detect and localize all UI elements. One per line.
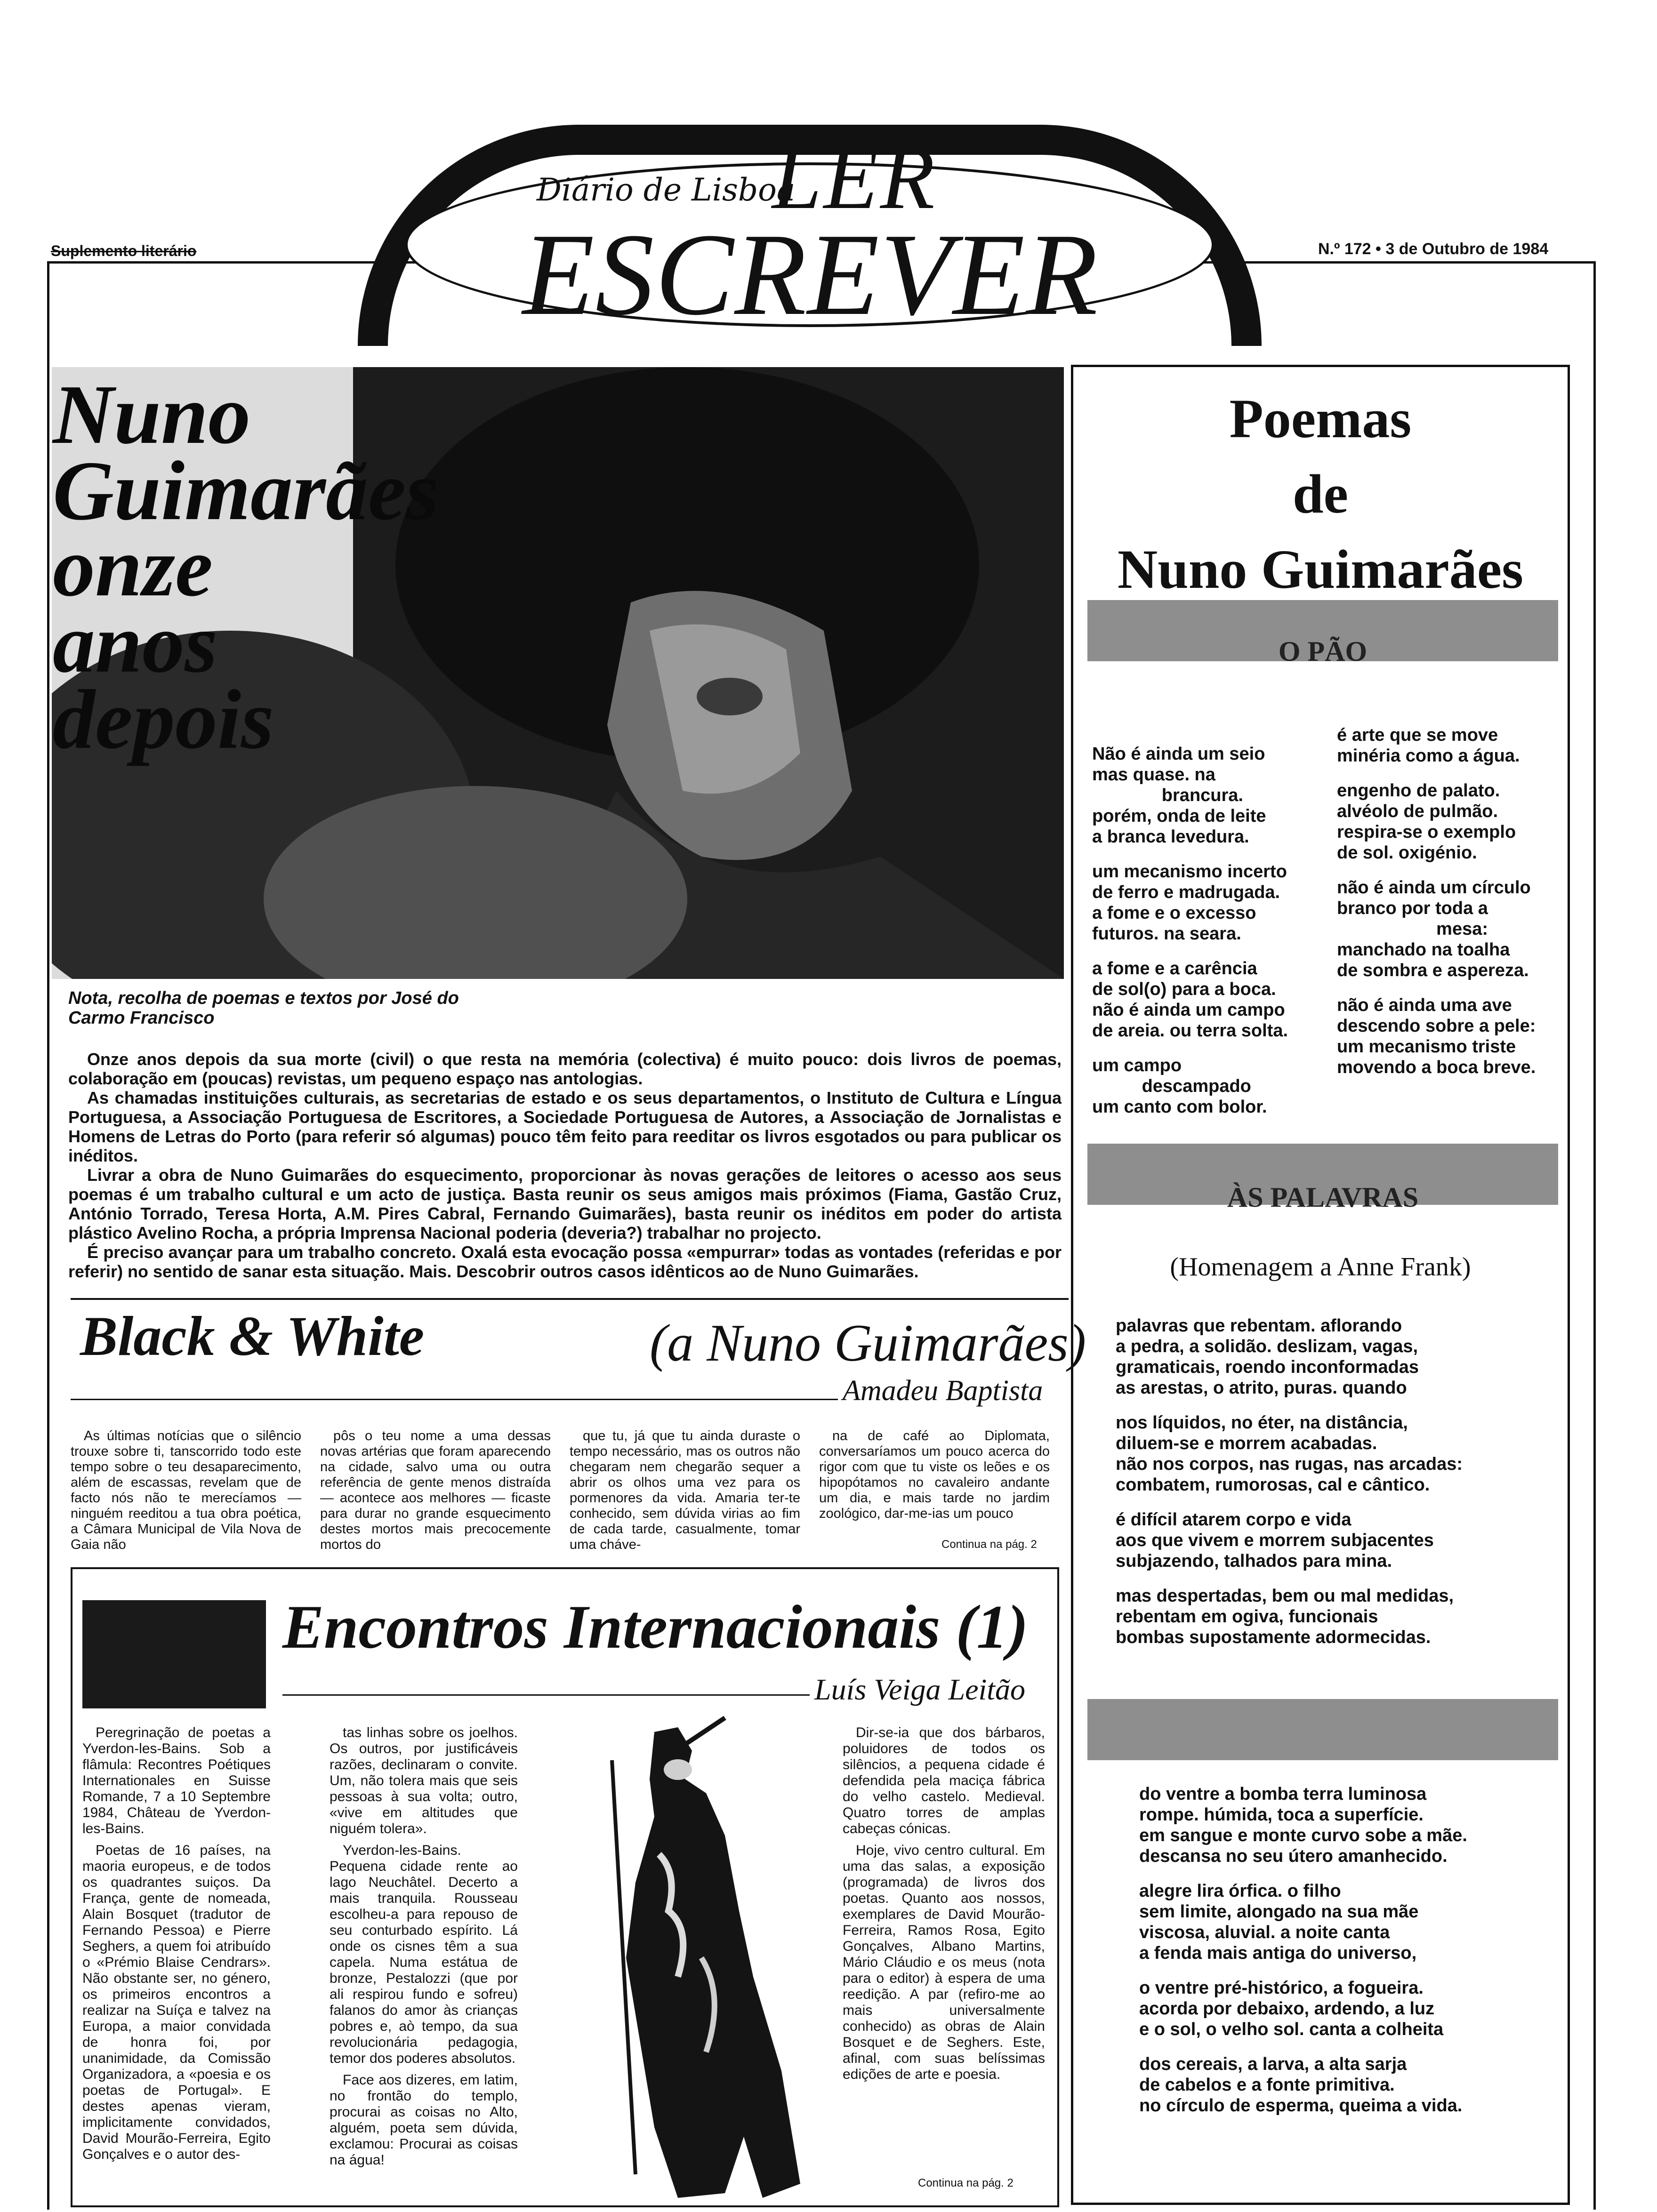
stanza: não é ainda uma ave descendo sobre a pele: um mecanismo triste movendo a boca breve.	[1337, 995, 1536, 1077]
poem-pao-left	[1092, 744, 1288, 1131]
poems-title	[1073, 381, 1568, 607]
encontros-author-rule	[282, 1694, 810, 1696]
encontros-paragraph: tas linhas sobre os joelhos. Os outros, por justificáveis razões, declinaram o convite. Um, não tolera mais que seis pessoas à sua volta; outro, «vive em altitudes que niguém tolera».	[330, 1725, 518, 1836]
bw-column: As últimas notícias que o silêncio trouxe sobre ti, tanscorrido todo este tempo sobre o teu desaparecimento, além de escassas, revelam que de facto nós não te merecíamos — ninguém reeditou a tua obra poética, a Câmara Municipal de Vila Nova de Gaia não	[71, 1428, 301, 1552]
encontros-paragraph: Yverdon-les-Bains. Pequena cidade rente ao lago Neuchâtel. Decerto a mais tranquila. Rousseau escolheu-a para repouso de seu conturbado espírito. Lá onde os cisnes têm a sua capela. Numa estátua de bronze, Pestalozzi (que por ali respirou fundo e sofreu) falanos do amor às crianças pobres e, aò tempo, da sua revolucionária pedagogia, temor dos poderes absolutos.	[330, 1843, 518, 2066]
stanza: é arte que se move minéria como a água.	[1337, 725, 1520, 766]
main-headline	[53, 368, 439, 766]
poem-dedication: (Homenagem a Anne Frank)	[1170, 1252, 1471, 1282]
encontros-paragraph: Poetas de 16 países, na maoria europeus, e de todos os quadrantes suiços. Da França, gente de nomeada, Alain Bosquet (tradutor de Fernando Pessoa) e Pierre Seghers, a quem foi atribuído o «Prémio Blaise Cendrars». Não obstante ser, no género, os primeiros encontros a realizar na Suíça e talvez na Europa, a maior convidada de honra foi, por unanimidade, da Comissão Organizadora, a «poesia e os poetas de Portugal». E destes apenas vieram, implicitamente convidados, David Mourão-Ferreira, Egito Gonçalves e o autor des-	[82, 1843, 271, 2162]
stanza: dos cereais, a larva, a alta sarja de cabelos e a fonte primitiva. no círculo de esperma, queima a vida.	[1139, 2054, 1463, 2116]
bw-continued-link[interactable]: Continua na pág. 2	[941, 1538, 1037, 1551]
encontros-paragraph: Hoje, vivo centro cultural. Em uma das salas, a exposição (programada) de livros dos poetas. Quanto aos nossos, exemplares de David Mourão-Ferreira, Ramos Rosa, Egito Gonçalves, Albano Martins, Mário Cláudio e os meus (nota para o editor) à espera de uma reedição. A par (refiro-me ao mais universalmente conhecido) as obras de Alain Bosquet e de Seghers. Este, afinal, com suas belíssimas edições de arte e poesia.	[843, 1843, 1045, 2082]
poems-title-line: Poemas	[1229, 388, 1412, 449]
stanza: mas despertadas, bem ou mal medidas, rebentam em ogiva, funcionais bombas supostamente adormecidas.	[1116, 1586, 1454, 1647]
masthead-title-bottom: ESCREVER	[523, 209, 1099, 340]
encontros-author: Luís Veiga Leitão	[814, 1673, 1026, 1706]
poems-title-line: Nuno Guimarães	[1117, 538, 1524, 600]
encontros-title: Encontros Internacionais (1)	[282, 1592, 1029, 1661]
stanza: engenho de palato. alvéolo de pulmão. respira-se o exemplo de sol. oxigénio.	[1337, 781, 1516, 863]
statue-illustration	[584, 1713, 814, 2203]
section-divider	[71, 1298, 1069, 1300]
issue-info: N.º 172 • 3 de Outubro de 1984	[1318, 240, 1549, 258]
stanza: um campo descampado um canto com bolor.	[1092, 1056, 1267, 1117]
bw-subtitle: (a Nuno Guimarães)	[650, 1314, 1086, 1372]
encontros-paragraph: Dir-se-ia que dos bárbaros, poluidores de todos os silêncios, a pequena cidade é defendida pela maciça fábrica do velho castelo. Medieval. Quatro torres de amplas cabeças cónicas.	[843, 1725, 1045, 1836]
stanza: Não é ainda um seio mas quase. na brancura. porém, onda de leite a branca levedura.	[1092, 744, 1266, 847]
stanza: nos líquidos, no éter, na distância, diluem-se e morrem acabadas. não nos corpos, nas rugas, nas arcadas: combatem, rumorosas, cal e cântico.	[1116, 1413, 1463, 1495]
encontros-continued-link[interactable]: Continua na pág. 2	[918, 2177, 1014, 2189]
headline-line: Nuno	[53, 368, 251, 461]
bw-author: Amadeu Baptista	[843, 1375, 1043, 1407]
encontros-dark-block	[82, 1600, 266, 1708]
stanza: é difícil atarem corpo e vida aos que vivem e morrem subjacentes subjazendo, talhados para mina.	[1116, 1510, 1434, 1571]
poem-pao-right	[1337, 725, 1536, 1092]
intro-article	[68, 1050, 1062, 1281]
headline-line: Guimarães	[53, 444, 439, 537]
headline-line: depois	[53, 673, 274, 766]
encontros-column	[330, 1725, 518, 2174]
stanza: do ventre a bomba terra luminosa rompe. húmida, toca a superfície. em sangue e monte curvo sobe a mãe. descansa no seu útero amanhecido.	[1139, 1784, 1467, 1866]
poem-title-palavras: ÀS PALAVRAS	[1227, 1182, 1419, 1213]
poem-third	[1139, 1784, 1467, 2130]
poems-title-line: de	[1293, 463, 1348, 525]
intro-paragraph: Onze anos depois da sua morte (civil) o que resta na memória (colectiva) é muito pouco: dois livros de poemas, colaboração em (poucas) revistas, um pequeno espaço nas antologias.	[68, 1050, 1062, 1088]
bw-column: na de café ao Diplomata, conversaríamos um pouco acerca do rigor com que tu viste os leões e os hipopótamos no cavaleiro andante um dia, e mais tarde no jardim zoológico, dar-me-ias um pouco	[819, 1428, 1050, 1521]
encontros-column	[82, 1725, 271, 2168]
stanza: alegre lira órfica. o filho sem limite, alongado na sua mãe viscosa, aluvial. a noite canta a fenda mais antiga do universo,	[1139, 1881, 1419, 1963]
poem-title-pao: O PÃO	[1278, 636, 1367, 667]
stanza: a fome e a carência de sol(o) para a boca. não é ainda um campo de areia. ou terra solta.	[1092, 959, 1288, 1041]
stanza: um mecanismo incerto de ferro e madrugada. a fome e o excesso futuros. na seara.	[1092, 862, 1287, 944]
masthead-title-top: LER	[772, 129, 937, 228]
bw-column: que tu, já que tu ainda duraste o tempo necessário, mas os outros não chegaram nem chegarão sequer a abrir os olhos uma vez para os pormenores da vida. Amaria ter-te conhecido, sem dúvida virias ao fim de cada tarde, casualmente, tomar uma cháve-	[570, 1428, 800, 1552]
stanza: palavras que rebentam. aflorando a pedra, a solidão. deslizam, vagas, gramaticais, roendo inconformadas as arestas, o atrito, puras. quando	[1116, 1316, 1419, 1398]
section-bar	[1087, 1699, 1558, 1760]
bw-title: Black & White	[80, 1305, 425, 1367]
intro-paragraph: As chamadas instituições culturais, as secretarias de estado e os seus departamentos, o Instituto de Cultura e Língua Portuguesa, a Associação Portuguesa de Escritores, a Sociedade Portuguesa de Autores, a Associação de Jornalistas e Homens de Letras do Porto (para referir só algumas) pouco têm feito para reeditar os livros esgotados ou para publicar os inéditos.	[68, 1088, 1062, 1165]
stanza: o ventre pré-histórico, a fogueira. acorda por debaixo, ardendo, a luz e o sol, o velho sol. canta a colheita	[1139, 1978, 1444, 2039]
supplement-label: Suplemento literário	[51, 242, 197, 259]
poem-palavras	[1116, 1315, 1463, 1662]
encontros-column	[843, 1725, 1045, 2088]
intro-paragraph: Livrar a obra de Nuno Guimarães do esquecimento, proporcionar às novas gerações de leitores o acesso aos seus poemas é um trabalho cultural e um acto de justiça. Basta reunir os seus amigos mais próximos (Fiama, Gastão Cruz, António Torrado, Teresa Horta, A.M. Pires Cabral, Fernando Guimarães), basta reunir os inéditos em poder do artista plástico Avelino Rocha, a própria Imprensa Nacional poderia (deveria?) trabalhar no projecto.	[68, 1165, 1062, 1242]
bw-column: pôs o teu nome a uma dessas novas artérias que foram aparecendo na cidade, salvo uma ou outra referência de gente menos distraída — acontece aos melhores — ficaste para durar no grande esquecimento destes mortos mais precocemente mortos do	[320, 1428, 551, 1552]
right-frame-rule	[1593, 261, 1596, 2210]
encontros-paragraph: Face aos dizeres, em latim, no frontão do templo, procurai as coisas no Alto, alguém, poeta sem dúvida, exclamou: Procurai as coisas na água!	[330, 2072, 518, 2168]
stanza: não é ainda um círculo branco por toda a mesa: manchado na toalha de sombra e aspereza.	[1337, 878, 1531, 980]
intro-paragraph: É preciso avançar para um trabalho concreto. Oxalá esta evocação possa «empurrar» todas as vontades (referidas e por referir) no sentido de sanar esta situação. Mais. Descobrir outros casos idênticos ao de Nuno Guimarães.	[68, 1242, 1062, 1281]
paper-name: Diário de Lisboa	[537, 172, 796, 208]
encontros-paragraph: Peregrinação de poetas a Yverdon-les-Bains. Sob a flâmula: Recontres Poétiques Internationales en Suisse Romande, 7 a 10 Septembre 1984, Château de Yverdon-les-Bains.	[82, 1725, 271, 1836]
left-frame-rule	[47, 261, 49, 2210]
headline-line: onze	[53, 520, 213, 614]
headline-line: anos	[53, 596, 218, 690]
bw-author-rule	[71, 1399, 838, 1400]
byline-note: Nota, recolha de poemas e textos por José do Carmo Francisco	[68, 988, 459, 1028]
